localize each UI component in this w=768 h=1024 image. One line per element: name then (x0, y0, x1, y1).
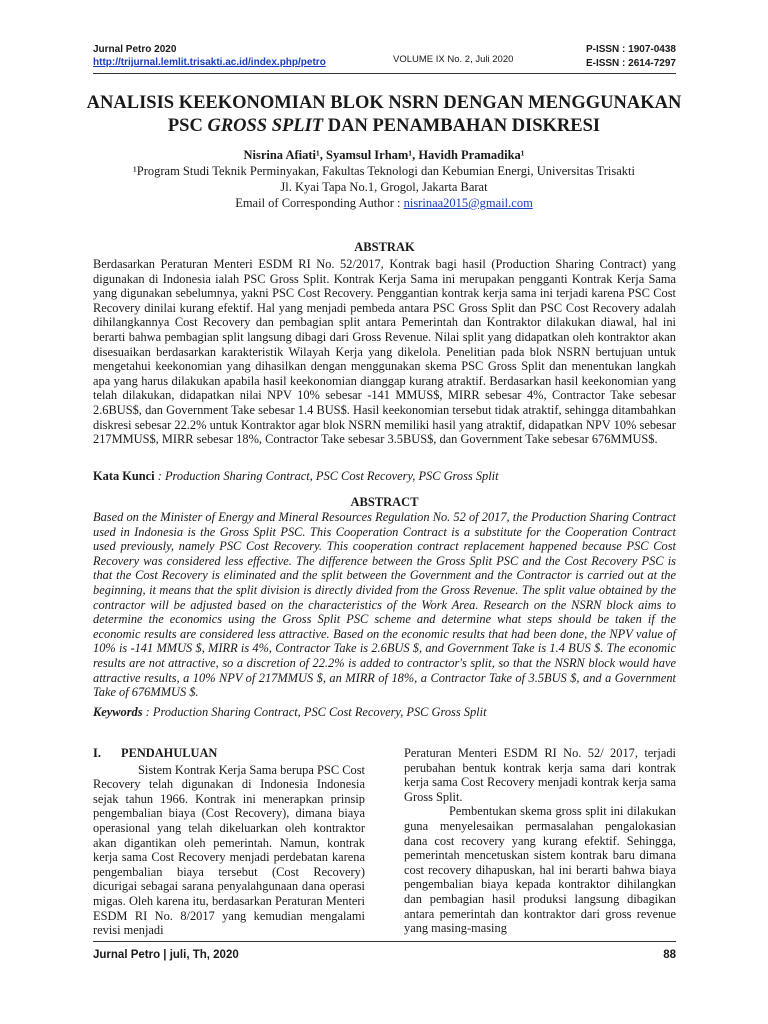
corresponding-email: Email of Corresponding Author : nisrinaa2015@gmail.com (235, 196, 533, 210)
journal-url-link[interactable]: http://trijurnal.lemlit.trisakti.ac.id/index.php/petro (93, 57, 326, 68)
title-line-1: ANALISIS KEEKONOMIAN BLOK NSRN DENGAN MENGGUNAKAN (86, 93, 682, 113)
issn-block (586, 43, 676, 71)
kata-kunci: Kata Kunci : Production Sharing Contract, PSC Cost Recovery, PSC Gross Split (93, 469, 499, 483)
intro-paragraph-right-2: Pembentukan skema gross split ini dilakukan guna menyelesaikan permasalahan pengalokasian dana cost recovery yang kurang efektif. Sehingga, pemerintah mencetuskan sistem kontrak baru dimana cost recovery dihapuskan, hal ini berarti bahwa biaya pengembalian biaya kepada kontraktor dihilangkan dan pembagian hasil produksi langsung dibagikan antara pemerintah dan kontraktor dari gross revenue yang masing-masing (404, 804, 676, 936)
volume-label: VOLUME IX No. 2, Juli 2020 (393, 54, 514, 65)
address: Jl. Kyai Tapa No.1, Grogol, Jakarta Barat (280, 180, 488, 194)
author-names: Nisrina Afiati¹, Syamsul Irham¹, Havidh Pramadika¹ (243, 148, 525, 162)
email-link[interactable]: nisrinaa2015@gmail.com (403, 196, 533, 210)
e-issn: E-ISSN : 2614-7297 (585, 58, 676, 69)
intro-paragraph-right-1: Peraturan Menteri ESDM RI No. 52/ 2017, terjadi perubahan bentuk kontrak kerja sama dari kontrak kerja sama Cost Recovery menjadi kontrak kerja sama Gross Split. (404, 746, 676, 804)
page-header (93, 43, 676, 73)
abstrak-text: Berdasarkan Peraturan Menteri ESDM RI No. 52/2017, Kontrak bagi hasil (Production Sharing Contract) yang digunakan di Indonesia ialah PSC Gross Split. Kontrak Kerja Sama ini merupakan pengganti Kontrak Kerja Sama yang digunakan sebelumnya, yakni PSC Cost Recovery. Penggantian kontrak kerja sama ini terjadi karena PSC Cost Recovery dinilai kurang efektif. Hal yang menjadi pembeda antara PSC Gross Split dan PSC Cost Recovery adalah dihilangkannya Cost Recovery dan pembagian split antara Pemerintah dan Kontraktor dilakukan diawal, hal ini berarti bahwa pembagian split langsung dibagi dari Gross Revenue. Nilai split yang didapatkan oleh kontraktor akan disesuaikan berdasarkan karakteristik Wilayah Kerja yang dikelola. Penelitian pada blok NSRN bertujuan untuk mengetahui keekonomian yang dihasilkan dengan menggunakan skema PSC Gross Split dan menentukan langkah apa yang harus dilakukan apabila hasil keekonomian dianggap kurang atraktif. Berdasarkan hasil keekonomian yang telah dilakukan, didapatkan nilai NPV 10% sebesar -141 MMUS$, MIRR sebesar 4%, Contractor Take sebesar 2.6BUS$, dan Government Take sebesar 1.4 BUS$. Hasil keekonomian tersebut tidak atraktif, sehingga ditambahkan diskresi sebesar 22.2% untuk Kontraktor agar blok NSRN memiliki hasil yang atraktif, didapatkan NPV 10% sebesar 217MMUS$, MIRR sebesar 18%, Contractor Take sebesar 3.5BUS$, dan Government Take sebesar 676MMUS$. (93, 257, 676, 447)
journal-info (93, 43, 326, 69)
keywords: Keywords : Production Sharing Contract, PSC Cost Recovery, PSC Gross Split (93, 705, 487, 719)
p-issn: P-ISSN : 1907-0438 (585, 44, 676, 55)
abstrak-heading: ABSTRAK (354, 240, 415, 254)
header-divider (93, 73, 676, 74)
abstract-text: Based on the Minister of Energy and Mineral Resources Regulation No. 52 of 2017, the Production Sharing Contract used in Indonesia is the Gross Split PSC. This Cooperation Contract is a substitute for the Cooperation Contract used previously, namely PSC Cost Recovery. This cooperation contract replacement happened because PSC Cost Recovery was considered less effective. The difference between the Gross Split PSC and the Cost Recovery PSC is that the Cost Recovery is eliminated and the split between the Government and the Contractor is carried out at the beginning, it means that the split division is directly divided from the Gross Revenue. The split value obtained by the contractor will be adjusted based on the characteristics of the Work Area. Research on the NSRN block aims to determine the economics using the Gross Split PSC scheme and determine what steps should be taken if the economic results are considered less attractive. Based on the economic results that had been done, the NPV value of 10% is -141 MMUS $, MIRR is 4%, Contractor Take is 2.6BUS $, and Government Take is 1.4 BUS $. The economic results are not attractive, so a discretion of 22.2% is added to contractor's split, so that the NSRN block would have attractive results, a 10% NPV of 217MMUS $, an MIRR of 18%, a Contractor Take of 3.5BUS $, and a Government Take of 676MMUS $. (93, 510, 676, 700)
journal-name: Jurnal Petro 2020 (93, 44, 177, 55)
page-number: 88 (663, 949, 676, 961)
paper-title (60, 92, 708, 138)
affiliation: ¹Program Studi Teknik Perminyakan, Fakultas Teknologi dan Kebumian Energi, Universitas Trisakti (133, 164, 635, 178)
body-left-column (93, 746, 365, 938)
author-block (60, 147, 708, 211)
abstract-heading: ABSTRACT (350, 495, 419, 509)
intro-paragraph-left: Sistem Kontrak Kerja Sama berupa PSC Cost Recovery telah digunakan di Indonesia Indonesia sejak tahun 1966. Kontrak ini menerapkan prinsip pengembalian biaya (Cost Recovery), dimana biaya operasional yang telah dikeluarkan oleh kontraktor akan digantikan oleh pemerintah. Namun, kontrak kerja sama Cost Recovery menjadi perdebatan karena pengembalian biaya tersebut (Cost Recovery) dicurigai sebagai sarana penyalahgunaan dana operasi migas. Oleh karena itu, berdasarkan Peraturan Menteri ESDM RI No. 8/2017 yang kemudian mengalami revisi menjadi (93, 762, 365, 938)
body-right-column (404, 746, 676, 936)
title-line-2: PSC GROSS SPLIT DAN PENAMBAHAN DISKRESI (167, 116, 601, 136)
footer-divider (93, 941, 676, 942)
footer-journal: Jurnal Petro | juli, Th, 2020 (93, 949, 239, 961)
section-heading: I. PENDAHULUAN (93, 746, 218, 760)
